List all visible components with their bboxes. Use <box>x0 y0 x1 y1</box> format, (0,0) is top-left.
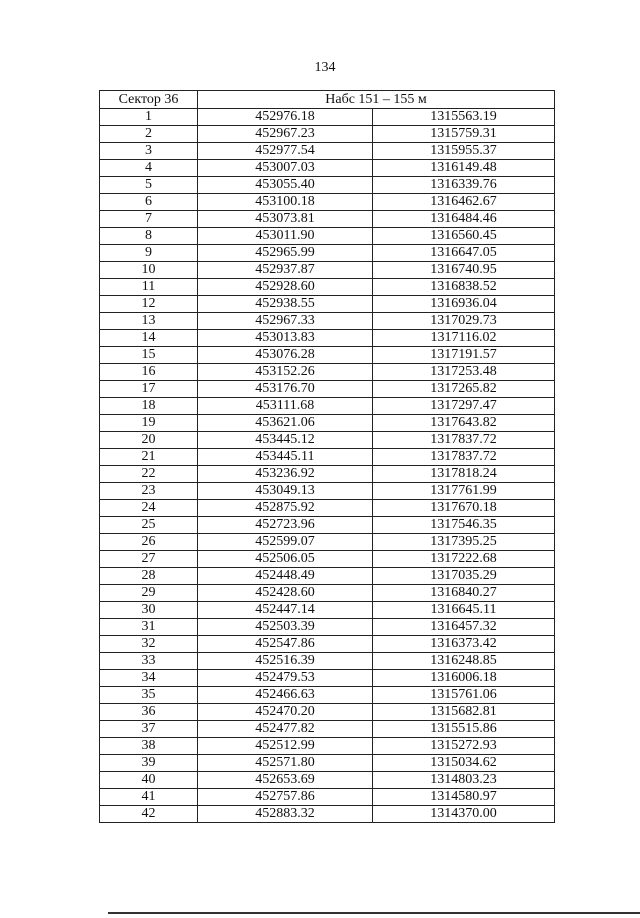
point-number-cell: 29 <box>100 585 198 602</box>
x-coordinate-cell: 452479.53 <box>198 670 373 687</box>
table-row <box>100 109 555 126</box>
table-row <box>100 245 555 262</box>
y-coordinate-cell: 1315563.19 <box>372 109 554 126</box>
point-number-cell: 35 <box>100 687 198 704</box>
point-number-cell: 2 <box>100 126 198 143</box>
x-coordinate-cell: 452976.18 <box>198 109 373 126</box>
table-row <box>100 670 555 687</box>
y-coordinate-cell: 1316645.11 <box>372 602 554 619</box>
x-coordinate-cell: 453007.03 <box>198 160 373 177</box>
x-coordinate-cell: 453445.11 <box>198 449 373 466</box>
table-row <box>100 364 555 381</box>
header-height: Набс 151 – 155 м <box>198 91 555 109</box>
point-number-cell: 42 <box>100 806 198 823</box>
x-coordinate-cell: 452937.87 <box>198 262 373 279</box>
table-row <box>100 619 555 636</box>
y-coordinate-cell: 1316149.48 <box>372 160 554 177</box>
table-row <box>100 653 555 670</box>
x-coordinate-cell: 453100.18 <box>198 194 373 211</box>
table-row <box>100 143 555 160</box>
x-coordinate-cell: 452928.60 <box>198 279 373 296</box>
y-coordinate-cell: 1314370.00 <box>372 806 554 823</box>
y-coordinate-cell: 1317761.99 <box>372 483 554 500</box>
y-coordinate-cell: 1316936.04 <box>372 296 554 313</box>
y-coordinate-cell: 1314580.97 <box>372 789 554 806</box>
y-coordinate-cell: 1316840.27 <box>372 585 554 602</box>
table-row <box>100 398 555 415</box>
table-row <box>100 177 555 194</box>
table-row <box>100 687 555 704</box>
x-coordinate-cell: 453152.26 <box>198 364 373 381</box>
table-body <box>100 91 555 823</box>
table-row <box>100 738 555 755</box>
x-coordinate-cell: 453073.81 <box>198 211 373 228</box>
x-coordinate-cell: 452599.07 <box>198 534 373 551</box>
point-number-cell: 23 <box>100 483 198 500</box>
x-coordinate-cell: 452448.49 <box>198 568 373 585</box>
table-row <box>100 585 555 602</box>
table-row <box>100 551 555 568</box>
y-coordinate-cell: 1317670.18 <box>372 500 554 517</box>
point-number-cell: 18 <box>100 398 198 415</box>
y-coordinate-cell: 1315272.93 <box>372 738 554 755</box>
point-number-cell: 25 <box>100 517 198 534</box>
point-number-cell: 40 <box>100 772 198 789</box>
y-coordinate-cell: 1316457.32 <box>372 619 554 636</box>
table-row <box>100 194 555 211</box>
y-coordinate-cell: 1317265.82 <box>372 381 554 398</box>
x-coordinate-cell: 453049.13 <box>198 483 373 500</box>
table-row <box>100 347 555 364</box>
y-coordinate-cell: 1316339.76 <box>372 177 554 194</box>
point-number-cell: 21 <box>100 449 198 466</box>
point-number-cell: 27 <box>100 551 198 568</box>
table-row <box>100 228 555 245</box>
y-coordinate-cell: 1317837.72 <box>372 449 554 466</box>
y-coordinate-cell: 1315955.37 <box>372 143 554 160</box>
table-row <box>100 483 555 500</box>
x-coordinate-cell: 452967.23 <box>198 126 373 143</box>
point-number-cell: 24 <box>100 500 198 517</box>
y-coordinate-cell: 1316006.18 <box>372 670 554 687</box>
x-coordinate-cell: 452428.60 <box>198 585 373 602</box>
table-row <box>100 636 555 653</box>
table-row <box>100 534 555 551</box>
y-coordinate-cell: 1315034.62 <box>372 755 554 772</box>
x-coordinate-cell: 453076.28 <box>198 347 373 364</box>
x-coordinate-cell: 453055.40 <box>198 177 373 194</box>
x-coordinate-cell: 452466.63 <box>198 687 373 704</box>
y-coordinate-cell: 1316248.85 <box>372 653 554 670</box>
y-coordinate-cell: 1315682.81 <box>372 704 554 721</box>
y-coordinate-cell: 1317253.48 <box>372 364 554 381</box>
x-coordinate-cell: 453445.12 <box>198 432 373 449</box>
point-number-cell: 14 <box>100 330 198 347</box>
point-number-cell: 16 <box>100 364 198 381</box>
point-number-cell: 41 <box>100 789 198 806</box>
y-coordinate-cell: 1317191.57 <box>372 347 554 364</box>
table-row <box>100 517 555 534</box>
point-number-cell: 8 <box>100 228 198 245</box>
x-coordinate-cell: 452653.69 <box>198 772 373 789</box>
point-number-cell: 9 <box>100 245 198 262</box>
point-number-cell: 12 <box>100 296 198 313</box>
point-number-cell: 10 <box>100 262 198 279</box>
table-row <box>100 313 555 330</box>
y-coordinate-cell: 1317395.25 <box>372 534 554 551</box>
table-row <box>100 721 555 738</box>
x-coordinate-cell: 453176.70 <box>198 381 373 398</box>
point-number-cell: 26 <box>100 534 198 551</box>
x-coordinate-cell: 452547.86 <box>198 636 373 653</box>
y-coordinate-cell: 1317546.35 <box>372 517 554 534</box>
x-coordinate-cell: 452977.54 <box>198 143 373 160</box>
table-row <box>100 211 555 228</box>
point-number-cell: 22 <box>100 466 198 483</box>
y-coordinate-cell: 1316838.52 <box>372 279 554 296</box>
coordinates-table <box>99 90 555 823</box>
point-number-cell: 6 <box>100 194 198 211</box>
table-row <box>100 262 555 279</box>
x-coordinate-cell: 453236.92 <box>198 466 373 483</box>
y-coordinate-cell: 1317818.24 <box>372 466 554 483</box>
point-number-cell: 19 <box>100 415 198 432</box>
x-coordinate-cell: 453013.83 <box>198 330 373 347</box>
table-row <box>100 568 555 585</box>
x-coordinate-cell: 452571.80 <box>198 755 373 772</box>
y-coordinate-cell: 1316462.67 <box>372 194 554 211</box>
y-coordinate-cell: 1316484.46 <box>372 211 554 228</box>
x-coordinate-cell: 452723.96 <box>198 517 373 534</box>
x-coordinate-cell: 452965.99 <box>198 245 373 262</box>
point-number-cell: 15 <box>100 347 198 364</box>
point-number-cell: 20 <box>100 432 198 449</box>
point-number-cell: 36 <box>100 704 198 721</box>
point-number-cell: 3 <box>100 143 198 160</box>
page-number: 134 <box>314 60 336 75</box>
table-row <box>100 806 555 823</box>
table-row <box>100 704 555 721</box>
x-coordinate-cell: 452470.20 <box>198 704 373 721</box>
point-number-cell: 17 <box>100 381 198 398</box>
y-coordinate-cell: 1316647.05 <box>372 245 554 262</box>
point-number-cell: 38 <box>100 738 198 755</box>
x-coordinate-cell: 453621.06 <box>198 415 373 432</box>
point-number-cell: 33 <box>100 653 198 670</box>
x-coordinate-cell: 452506.05 <box>198 551 373 568</box>
y-coordinate-cell: 1314803.23 <box>372 772 554 789</box>
x-coordinate-cell: 452512.99 <box>198 738 373 755</box>
point-number-cell: 5 <box>100 177 198 194</box>
y-coordinate-cell: 1316740.95 <box>372 262 554 279</box>
table-row <box>100 296 555 313</box>
y-coordinate-cell: 1316373.42 <box>372 636 554 653</box>
x-coordinate-cell: 452477.82 <box>198 721 373 738</box>
x-coordinate-cell: 452875.92 <box>198 500 373 517</box>
point-number-cell: 37 <box>100 721 198 738</box>
x-coordinate-cell: 452883.32 <box>198 806 373 823</box>
x-coordinate-cell: 452967.33 <box>198 313 373 330</box>
table-row <box>100 415 555 432</box>
point-number-cell: 31 <box>100 619 198 636</box>
table-row <box>100 432 555 449</box>
y-coordinate-cell: 1317035.29 <box>372 568 554 585</box>
y-coordinate-cell: 1317643.82 <box>372 415 554 432</box>
x-coordinate-cell: 452503.39 <box>198 619 373 636</box>
table-row <box>100 602 555 619</box>
point-number-cell: 1 <box>100 109 198 126</box>
x-coordinate-cell: 452757.86 <box>198 789 373 806</box>
y-coordinate-cell: 1315761.06 <box>372 687 554 704</box>
y-coordinate-cell: 1317297.47 <box>372 398 554 415</box>
y-coordinate-cell: 1317222.68 <box>372 551 554 568</box>
table-row <box>100 330 555 347</box>
table-row <box>100 279 555 296</box>
point-number-cell: 32 <box>100 636 198 653</box>
x-coordinate-cell: 453111.68 <box>198 398 373 415</box>
bottom-rule <box>108 912 640 914</box>
x-coordinate-cell: 452938.55 <box>198 296 373 313</box>
table-row <box>100 381 555 398</box>
y-coordinate-cell: 1315515.86 <box>372 721 554 738</box>
table-row <box>100 755 555 772</box>
table-row <box>100 772 555 789</box>
point-number-cell: 7 <box>100 211 198 228</box>
point-number-cell: 13 <box>100 313 198 330</box>
table-header-row <box>100 91 555 109</box>
table-row <box>100 126 555 143</box>
x-coordinate-cell: 453011.90 <box>198 228 373 245</box>
point-number-cell: 30 <box>100 602 198 619</box>
table-row <box>100 500 555 517</box>
point-number-cell: 11 <box>100 279 198 296</box>
table-row <box>100 449 555 466</box>
y-coordinate-cell: 1316560.45 <box>372 228 554 245</box>
point-number-cell: 39 <box>100 755 198 772</box>
point-number-cell: 34 <box>100 670 198 687</box>
y-coordinate-cell: 1317116.02 <box>372 330 554 347</box>
y-coordinate-cell: 1315759.31 <box>372 126 554 143</box>
header-sector: Сектор 36 <box>100 91 198 109</box>
table-row <box>100 466 555 483</box>
point-number-cell: 28 <box>100 568 198 585</box>
table-row <box>100 160 555 177</box>
x-coordinate-cell: 452447.14 <box>198 602 373 619</box>
y-coordinate-cell: 1317029.73 <box>372 313 554 330</box>
table-row <box>100 789 555 806</box>
x-coordinate-cell: 452516.39 <box>198 653 373 670</box>
y-coordinate-cell: 1317837.72 <box>372 432 554 449</box>
point-number-cell: 4 <box>100 160 198 177</box>
